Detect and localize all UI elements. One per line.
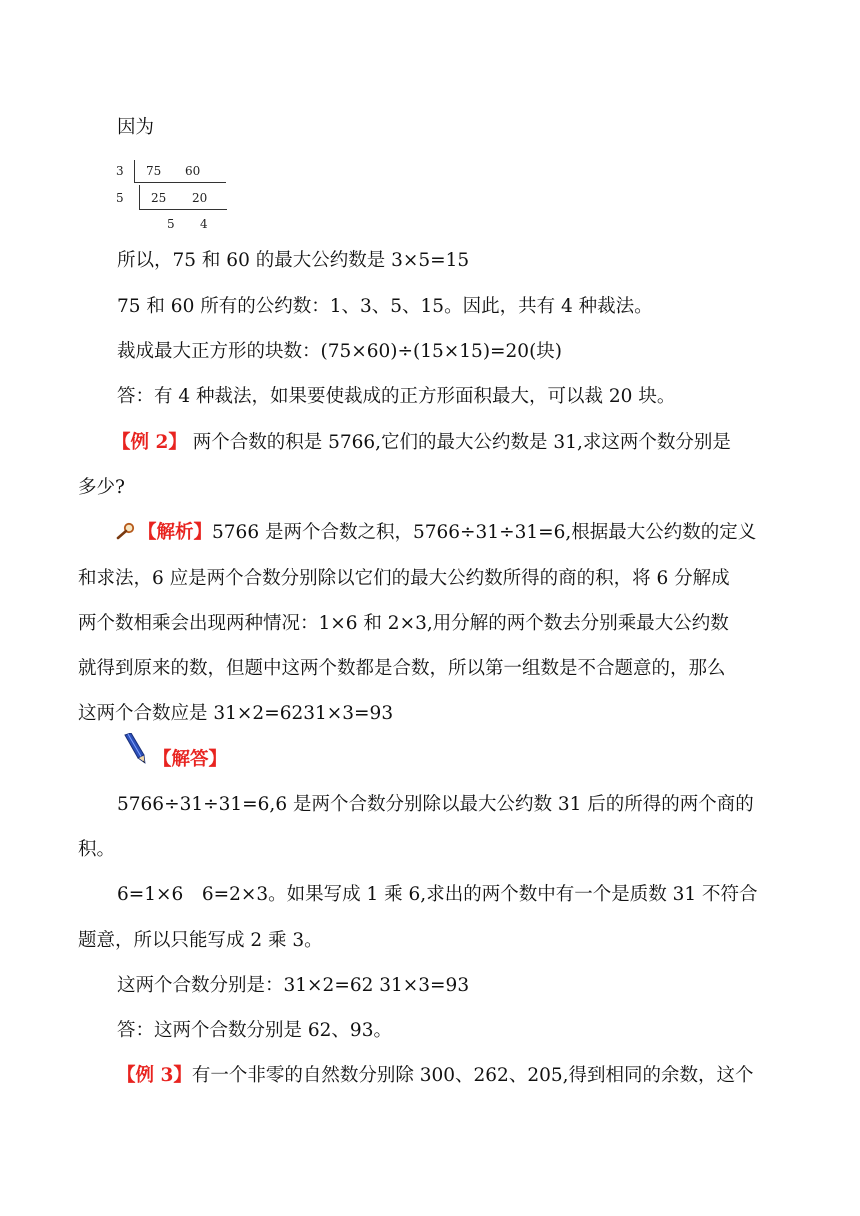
quotient-25: 25 xyxy=(151,191,167,205)
paragraph-divisors: 75 和 60 所有的公约数：1、3、5、15。因此，共有 4 种裁法。 xyxy=(117,296,653,317)
magnifier-icon xyxy=(116,522,136,540)
analysis-text-1: 5766 是两个合数之积，5766÷31÷31=6,根据最大公约数的定义 xyxy=(212,522,757,543)
analysis-line-5: 这两个合数应是 31×2=6231×3=93 xyxy=(78,703,394,724)
division-line-2 xyxy=(139,209,227,210)
quotient-20: 20 xyxy=(192,191,208,205)
solution-line-4: 题意，所以只能写成 2 乘 3。 xyxy=(78,930,323,951)
short-division-diagram xyxy=(112,158,230,236)
analysis-line-2: 和求法，6 应是两个合数分别除以它们的最大公约数所得的商的积，将 6 分解成 xyxy=(78,568,730,589)
paragraph-because: 因为 xyxy=(117,117,155,138)
dividend-60: 60 xyxy=(185,164,201,178)
division-bar-2 xyxy=(139,185,140,209)
divisor-3: 3 xyxy=(116,164,124,178)
solution-line-3: 6=1×6 6=2×3。如果写成 1 乘 6,求出的两个数中有一个是质数 31 不符合 xyxy=(117,884,758,905)
paragraph-gcd: 所以，75 和 60 的最大公约数是 3×5=15 xyxy=(117,250,470,271)
paragraph-answer-1: 答：有 4 种裁法，如果要使裁成的正方形面积最大，可以裁 20 块。 xyxy=(117,386,676,407)
dividend-75: 75 xyxy=(146,164,162,178)
example-2-tag: 【例 2】 xyxy=(112,432,187,453)
solution-tag: 【解答】 xyxy=(153,749,228,770)
result-4: 4 xyxy=(200,217,208,231)
solution-heading xyxy=(120,747,227,773)
solution-line-2: 积。 xyxy=(78,839,116,860)
example-3-question: 有一个非零的自然数分别除 300、262、205,得到相同的余数，这个 xyxy=(191,1065,754,1086)
example-2-line-1 xyxy=(112,430,731,456)
analysis-tag: 【解析】 xyxy=(138,522,213,543)
result-5: 5 xyxy=(167,217,175,231)
example-2-question: 两个合数的积是 5766,它们的最大公约数是 31,求这两个数分别是 xyxy=(186,432,731,453)
example-3-line-1 xyxy=(117,1063,754,1089)
solution-line-1: 5766÷31÷31=6,6 是两个合数分别除以最大公约数 31 后的所得的两个商的 xyxy=(117,794,754,815)
paragraph-square-count: 裁成最大正方形的块数：(75×60)÷(15×15)=20(块) xyxy=(117,341,563,362)
solution-line-5: 这两个合数分别是：31×2=62 31×3=93 xyxy=(117,975,470,996)
example-2-line-2: 多少? xyxy=(78,477,125,498)
solution-answer: 答：这两个合数分别是 62、93。 xyxy=(117,1020,392,1041)
pencil-icon xyxy=(120,733,148,765)
analysis-line-3: 两个数相乘会出现两种情况：1×6 和 2×3,用分解的两个数去分别乘最大公约数 xyxy=(78,613,729,634)
example-3-tag: 【例 3】 xyxy=(117,1065,192,1086)
division-bar-1 xyxy=(134,160,135,182)
analysis-line-1 xyxy=(116,520,756,546)
division-line-1 xyxy=(134,182,226,183)
divisor-5: 5 xyxy=(116,191,124,205)
analysis-line-4: 就得到原来的数，但题中这两个数都是合数，所以第一组数是不合题意的，那么 xyxy=(78,658,726,679)
